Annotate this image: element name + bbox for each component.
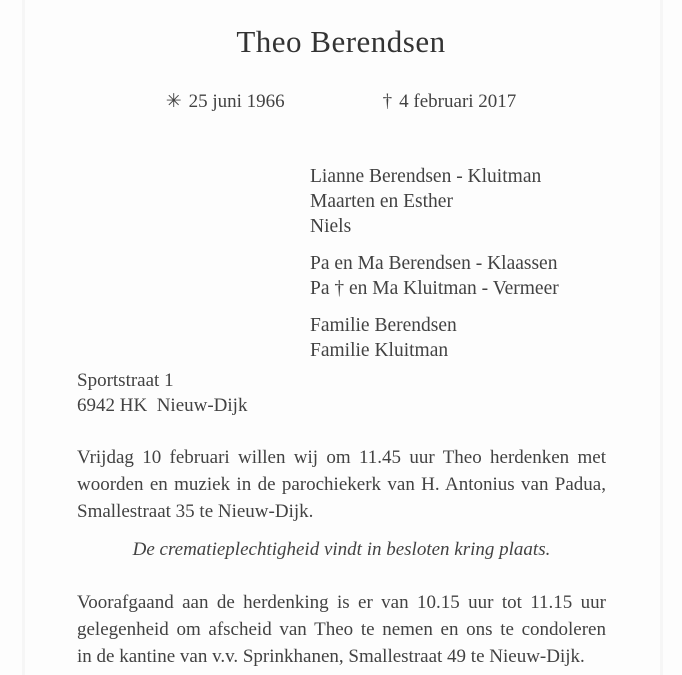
private-cremation-note: De crematieplechtigheid vindt in besloten kring plaats. <box>132 539 551 560</box>
surviving-family-list <box>310 164 559 375</box>
condolence-line: in de kantine van v.v. Sprinkhanen, Smallestraat 49 te Nieuw-Dijk. <box>77 646 585 667</box>
death-date <box>383 90 517 114</box>
family-group-immediate <box>310 164 559 239</box>
correspondence-address <box>77 368 247 418</box>
life-dates <box>0 90 682 114</box>
service-line: Vrijdag 10 februari willen wij om 11.45 uur Theo herdenken met <box>77 447 606 468</box>
family-member-line: Familie Kluitman <box>310 340 449 361</box>
death-date-text: 4 februari 2017 <box>399 91 517 112</box>
family-member-line: Lianne Berendsen - Kluitman <box>310 166 542 187</box>
condolence-line: Voorafgaand aan de herdenking is er van 10.15 uur tot 11.15 uur <box>77 592 606 613</box>
address-street: Sportstraat 1 <box>77 370 174 391</box>
service-announcement-paragraph <box>77 444 606 525</box>
service-line: Smallestraat 35 te Nieuw-Dijk. <box>77 501 314 522</box>
family-member-line: Niels <box>310 216 352 237</box>
family-group-parents <box>310 251 559 301</box>
family-member-line: Familie Berendsen <box>310 315 457 336</box>
deceased-name-title: Theo Berendsen <box>236 24 446 59</box>
died-cross-icon: † <box>382 91 393 112</box>
address-postal-city: 6942 HK Nieuw-Dijk <box>77 395 248 416</box>
condolence-line: gelegenheid om afscheid van Theo te nemen en ons te condoleren <box>77 619 606 640</box>
family-member-line: Pa † en Ma Kluitman - Vermeer <box>310 278 559 299</box>
condolence-paragraph <box>77 589 606 670</box>
family-member-line: Pa en Ma Berendsen - Klaassen <box>310 253 558 274</box>
birth-date-text: 25 juni 1966 <box>188 91 285 112</box>
birth-date <box>166 90 285 114</box>
born-star-icon: ✳ <box>165 91 182 112</box>
family-member-line: Maarten en Esther <box>310 191 453 212</box>
service-line: woorden en muziek in de parochiekerk van H. Antonius van Padua, <box>77 474 606 495</box>
family-group-extended <box>310 313 559 363</box>
